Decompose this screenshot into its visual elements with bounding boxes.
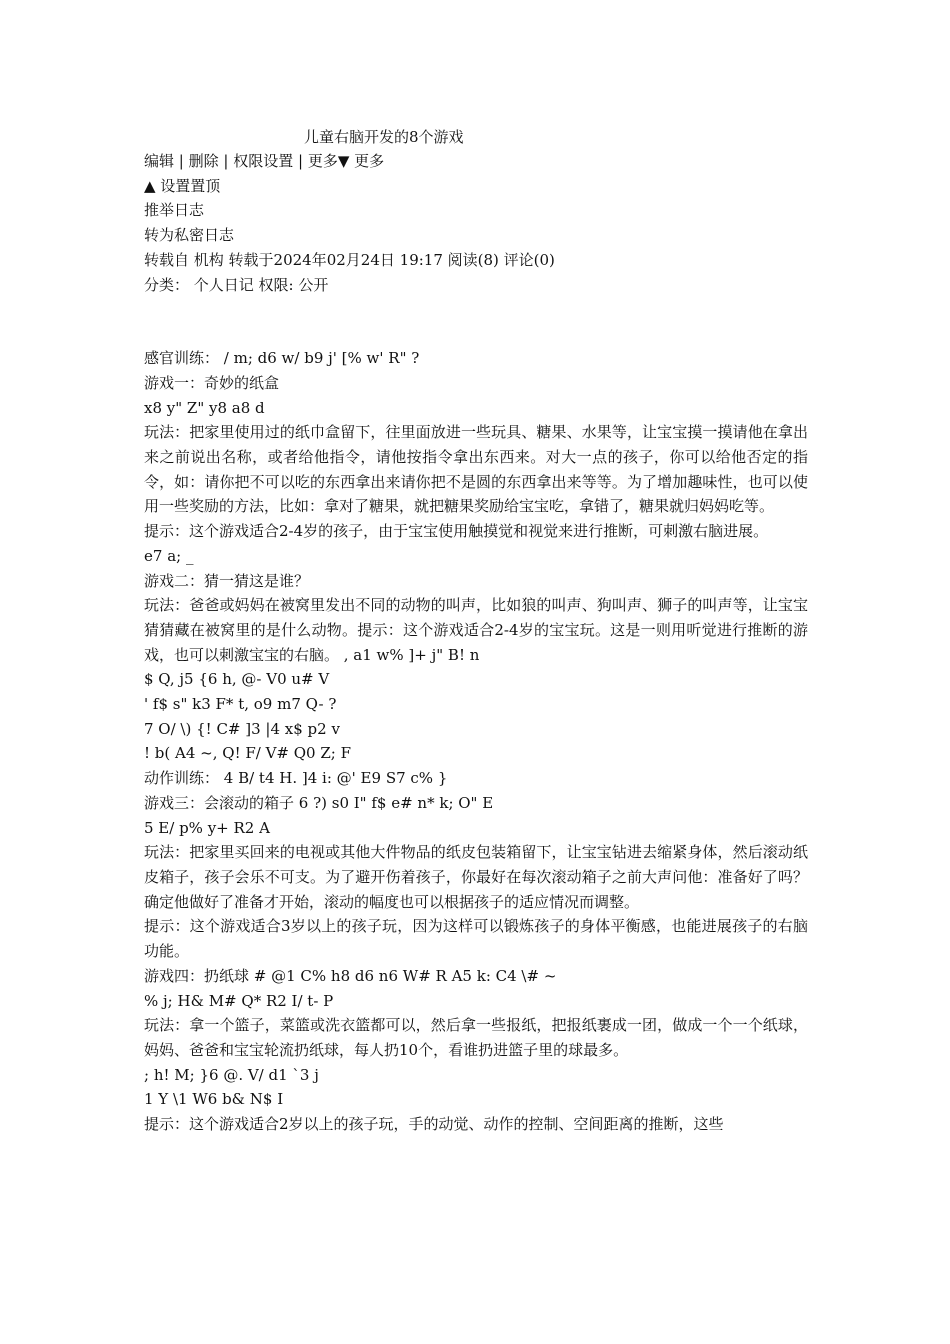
spacer xyxy=(144,297,808,346)
pin-to-top-link[interactable]: ▲ 设置置顶 xyxy=(144,176,221,195)
text-line: ; h! M; }6 @. V/ d1 `3 j xyxy=(144,1065,319,1084)
text-line: 游戏一：奇妙的纸盒 xyxy=(144,373,280,392)
text-line: 感官训练： / m; d6 w/ b9 j' [% w' R" ? xyxy=(144,349,420,368)
text-line: 提示：这个游戏适合2岁以上的孩子玩，手的动觉、动作的控制、空间距离的推断，这些 xyxy=(144,1115,724,1134)
text-line: 游戏四：扔纸球 # @1 C% h8 d6 n6 W# R A5 k: C4 \# ~ xyxy=(144,966,557,985)
paragraph: 玩法：拿一个篮子，菜篮或洗衣篮都可以，然后拿一些报纸，把报纸裹成一团，做成一个一个纸球，妈妈、爸爸和宝宝轮流扔纸球，每人扔10个，看谁扔进篮子里的球最多。 xyxy=(144,1016,808,1059)
text-line: x8 y" Z" y8 a8 d xyxy=(144,398,265,417)
paragraph: 玩法：把家里使用过的纸巾盒留下，往里面放进一些玩具、糖果、水果等，让宝宝摸一摸请他在拿出来之前说出名称，或者给他指令，请他按指令拿出东西来。对大一点的孩子，你可以给他否定的指令，如：请你把不可以吃的东西拿出来请你把不是圆的东西拿出来等等。为了增加趣味性，也可以使用一些奖励的方法，比如：拿对了糖果，就把糖果奖励给宝宝吃，拿错了，糖果就归妈妈吃等。 xyxy=(144,423,808,516)
text-line: 游戏三：会滚动的箱子 6 ?) s0 I" f$ e# n* k; O" E xyxy=(144,793,494,812)
edit-link[interactable]: 编辑 xyxy=(144,152,175,170)
more-link[interactable]: 更多 xyxy=(349,152,385,170)
permission-settings-link[interactable]: 权限设置 xyxy=(233,152,294,170)
article-body xyxy=(144,346,808,1137)
toolbar-separator: | xyxy=(293,152,308,170)
document-page xyxy=(144,125,808,1137)
text-line: $ Q, j5 {6 h, @- V0 u# V xyxy=(144,670,330,689)
paragraph: 提示：这个游戏适合2-4岁的孩子，由于宝宝使用触摸觉和视觉来进行推断，可刺激右脑进展。 xyxy=(144,522,769,541)
text-line: % j; H& M# Q* R2 I/ t- P xyxy=(144,991,334,1010)
text-line: 游戏二：猜一猜这是谁？ xyxy=(144,571,310,590)
recommend-log-link[interactable]: 推举日志 xyxy=(144,201,205,220)
text-line: e7 a; _ xyxy=(144,546,194,565)
action-toolbar xyxy=(144,149,808,174)
category-info: 分类： 个人日记 权限: 公开 xyxy=(144,275,329,294)
text-line: 7 O/ \) {! C# ]3 |4 x$ p2 v xyxy=(144,719,340,738)
paragraph: 玩法：把家里买回来的电视或其他大件物品的纸皮包装箱留下，让宝宝钻进去缩紧身体，然后滚动纸皮箱子，孩子会乐不可支。为了避开伤着孩子，你最好在每次滚动箱子之前大声问他：准备好了吗？确定他做好了准备才开始，滚动的幅度也可以根据孩子的适应情况而调整。 xyxy=(144,843,808,911)
delete-link[interactable]: 删除 xyxy=(188,152,219,170)
text-line: ! b( A4 ~, Q! F/ V# Q0 Z; F xyxy=(144,744,352,763)
paragraph: 提示：这个游戏适合3岁以上的孩子玩，因为这样可以锻炼孩子的身体平衡感，也能进展孩子的右脑功能。 xyxy=(144,917,808,961)
make-private-link[interactable]: 转为私密日志 xyxy=(144,226,235,245)
text-line: ' f$ s" k3 F* t, o9 m7 Q- ? xyxy=(144,695,337,714)
toolbar-separator: | xyxy=(174,152,189,170)
text-line: 动作训练： 4 B/ t4 H. ]4 i: @' E9 S7 c% } xyxy=(144,769,448,788)
paragraph: 玩法：爸爸或妈妈在被窝里发出不同的动物的叫声，比如狼的叫声、狗叫声、狮子的叫声等，让宝宝猜猜藏在被窝里的是什么动物。提示：这个游戏适合2-4岁的宝宝玩。这是一则用听觉进行推断的游戏，也可以刺激宝宝的右脑。 , a1 w% ]+ j" B! n xyxy=(144,596,808,664)
repost-info: 转载自 机构 转载于2024年02月24日 19:17 阅读(8) 评论(0) xyxy=(144,250,555,269)
text-line: 1 Y \1 W6 b& N$ I xyxy=(144,1090,284,1109)
more-dropdown[interactable]: 更多▼ xyxy=(307,152,350,170)
text-line: 5 E/ p% y+ R2 A xyxy=(144,818,270,837)
toolbar-separator: | xyxy=(218,152,234,170)
document-title: 儿童右脑开发的8个游戏 xyxy=(304,128,464,146)
